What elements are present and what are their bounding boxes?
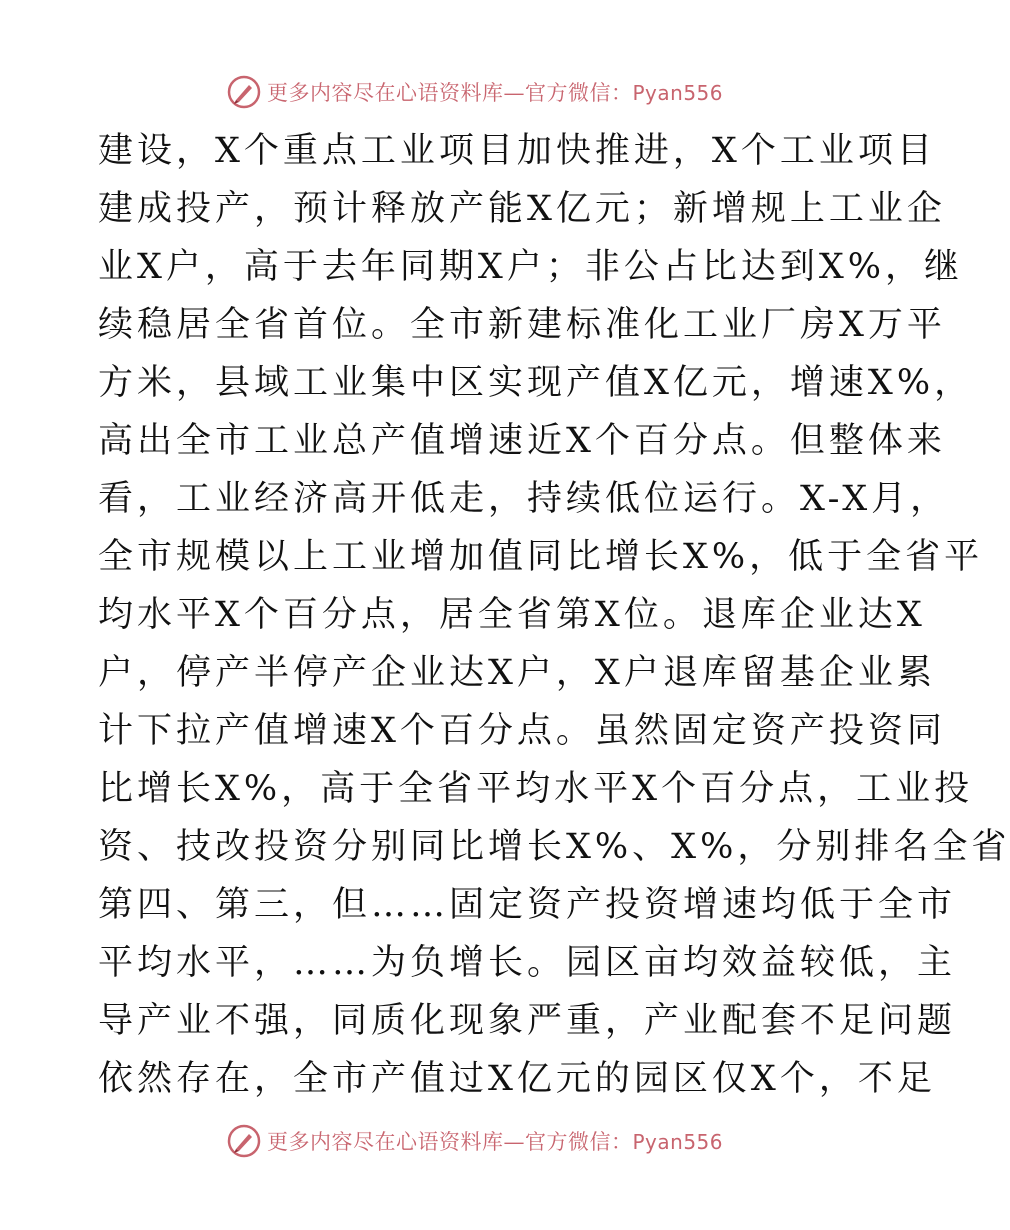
body-line: 平均水平，……为负增长。园区亩均效益较低，主 (98, 943, 957, 983)
body-line: 均水平X个百分点，居全省第X位。退库企业达X (98, 595, 926, 635)
body-line: 方米，县域工业集中区实现产值X亿元，增速X%， (98, 363, 974, 403)
watermark-brand-text: 更多内容尽在心语资料库 (266, 81, 504, 105)
body-line: 依然存在，全市产值过X亿元的园区仅X个，不足 (98, 1059, 936, 1099)
document-body (98, 122, 1010, 1108)
body-line: 建设，X个重点工业项目加快推进，X个工业项目 (98, 131, 936, 171)
body-line: 导产业不强，同质化现象严重，产业配套不足问题 (98, 1001, 957, 1041)
body-line: 全市规模以上工业增加值同比增长X%，低于全省平 (98, 537, 984, 577)
watermark-separator: — (503, 81, 525, 105)
body-line: 第四、第三，但……固定资产投资增速均低于全市 (98, 885, 957, 925)
body-line: 高出全市工业总产值增速近X个百分点。但整体来 (98, 421, 946, 461)
header-watermark (0, 72, 950, 112)
body-line: 户，停产半停产企业达X户，X户退库留基企业累 (98, 653, 936, 693)
watermark-wechat-id: Pyan556 (632, 1130, 723, 1154)
body-line: 资、技改投资分别同比增长X%、X%，分别排名全省 (98, 827, 1010, 867)
body-line: 计下拉产值增速X个百分点。虽然固定资产投资同 (98, 711, 946, 751)
body-line: 建成投产，预计释放产能X亿元；新增规上工业企 (98, 189, 946, 229)
body-line: 看，工业经济高开低走，持续低位运行。X-X月， (98, 479, 950, 519)
quill-pen-icon (227, 1124, 261, 1158)
body-line: 续稳居全省首位。全市新建标准化工业厂房X万平 (98, 305, 946, 345)
watermark-brand-text: 更多内容尽在心语资料库 (266, 1130, 504, 1154)
body-line: 比增长X%，高于全省平均水平X个百分点，工业投 (98, 769, 974, 809)
watermark-official-label: 官方微信： (524, 81, 633, 105)
watermark-wechat-id: Pyan556 (632, 81, 723, 105)
quill-pen-icon (227, 75, 261, 109)
watermark-official-label: 官方微信： (524, 1130, 633, 1154)
body-line: 业X户，高于去年同期X户；非公占比达到X%，继 (98, 247, 964, 287)
watermark-separator: — (503, 1130, 525, 1154)
footer-watermark (0, 1121, 950, 1161)
